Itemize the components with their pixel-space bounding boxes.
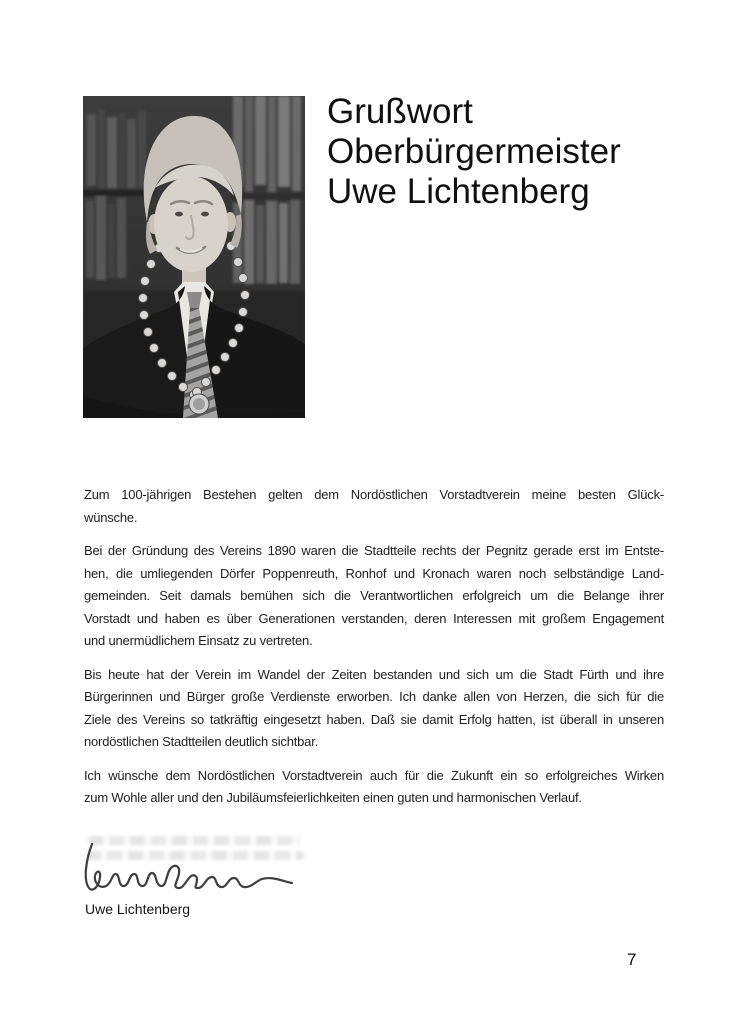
portrait-photo (83, 96, 305, 418)
title-line-name: Uwe Lichtenberg (327, 172, 590, 211)
text-line: hen, die umliegenden Dörfer Poppenreuth, Ronhof und Kronach waren noch selbständige Land- (84, 565, 664, 581)
paragraph-2 (84, 540, 664, 653)
text-line: Ich wünsche dem Nordöstlichen Vorstadtverein auch für die Zukunft ein so erfolgreiches Wirken (84, 767, 664, 783)
title-line-office: Oberbürgermeister (327, 132, 621, 171)
text-line: Bürgerinnen und Bürger große Verdienste erworben. Ich danke allen von Herzen, die sich für die (84, 689, 664, 704)
signature-name: Uwe Lichtenberg (85, 901, 191, 917)
paragraph-1 (84, 484, 664, 529)
text-line: und unermüdlichem Einsatz zu vertreten. (84, 633, 313, 648)
text-line: wünsche. (84, 509, 138, 525)
portrait-photo-graphic (83, 96, 305, 418)
page-title (327, 92, 621, 212)
text-line: Vorstadt und haben es über Generationen verstanden, deren Interessen mit großem Engagement (84, 610, 664, 626)
text-line: nordöstlichen Stadtteilen deutlich sichtbar. (84, 734, 319, 749)
signature-handwriting (76, 838, 306, 896)
paragraph-4 (84, 765, 664, 810)
paragraph-3 (84, 664, 664, 754)
title-line-greeting: Grußwort (327, 92, 473, 131)
page-number: 7 (627, 950, 637, 969)
text-line: Zum 100-jährigen Bestehen gelten dem Nordöstlichen Vorstadtverein meine besten Glück- (84, 487, 664, 502)
text-line: Ziele des Vereins so tatkräftig eingesetzt haben. Daß sie damit Erfolg hatten, ist überall in unseren (84, 711, 664, 727)
text-line: Bis heute hat der Verein im Wandel der Zeiten bestanden und sich um die Stadt Fürth und ihre (84, 666, 664, 682)
greeting-text (84, 484, 664, 821)
text-line: Bei der Gründung des Vereins 1890 waren die Stadtteile rechts der Pegnitz gerade erst im Entste- (84, 543, 664, 558)
text-line: gemeinden. Seit damals bemühen sich die Verantwortlichen erfolgreich um die Belange ihrer (84, 588, 664, 603)
text-line: zum Wohle aller und den Jubiläumsfeierlichkeiten einen guten und harmonischen Verlauf. (84, 790, 582, 805)
